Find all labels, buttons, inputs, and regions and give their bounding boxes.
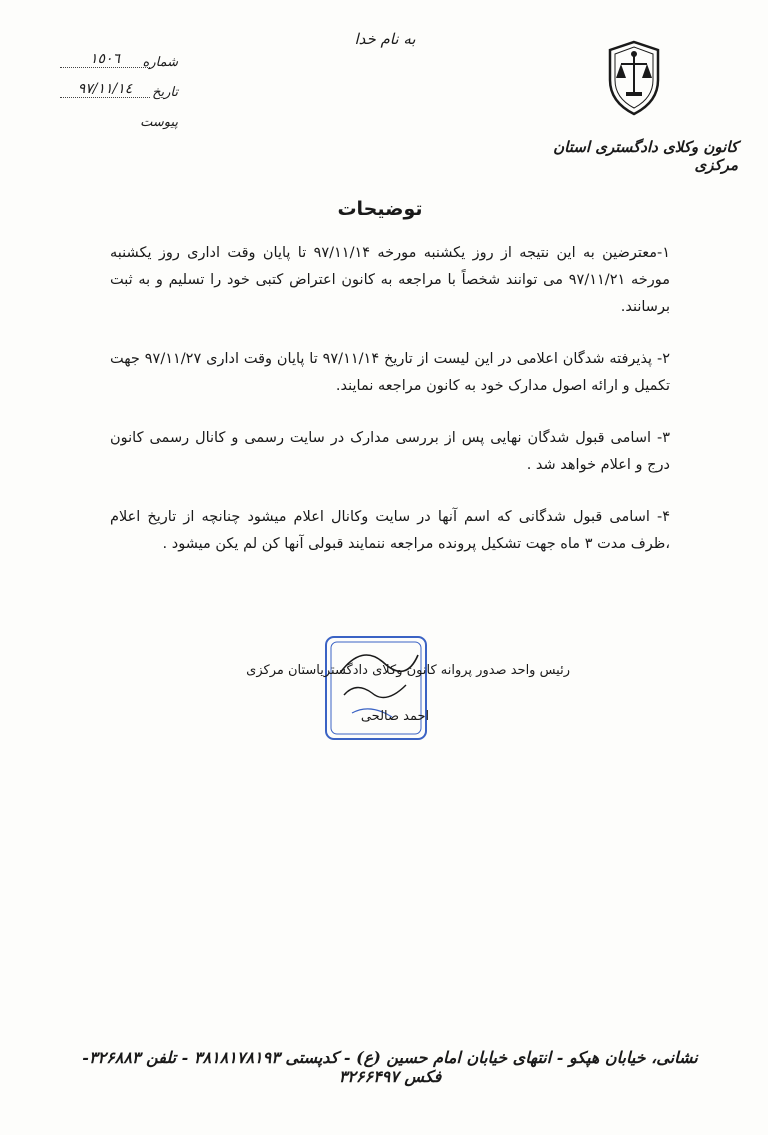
letter-meta [40, 51, 180, 145]
letter-attachment-row [40, 115, 180, 145]
letter-date-value: ٩٧/١١/١٤ [60, 81, 150, 98]
letter-attachment-label: پیوست [140, 115, 178, 130]
letter-number-label: شماره [142, 55, 178, 70]
paragraph-3: ۳- اسامی قبول شدگان نهایی پس از بررسی مدارک در سایت رسمی و کانال رسمی کانون درج و اعلام خواهد شد . [110, 430, 670, 473]
footer-address: نشانی، خیابان هپکو - انتهای خیابان امام حسین (ع) - کدپستی ۳۸۱۸۱۷۸۱۹۳ - تلفن ۳۲۶۸۸۳- فکس ۳۲۶۶۴۹۷ [82, 1048, 698, 1086]
scales-of-justice-emblem-icon [604, 40, 664, 116]
paragraph-4: ۴- اسامی قبول شدگانی که اسم آنها در سایت وکانال اعلام میشود چنانچه از تاریخ اعلام ،ظرف مدت ۳ ماه جهت تشکیل پرونده مراجعه ننمایند قبولی آنها کن لم یکن میشود . [110, 509, 670, 552]
paragraph-1: ۱-معترضین به این نتیجه از روز یکشنبه مورخه ۹۷/۱۱/۱۴ تا پایان وقت اداری روز یکشنبه مورخه ۹۷/۱۱/۲۱ می توانند شخصاً با مراجعه به کانون اعتراض کتبی خود را تسلیم و به ثبت برسانند. [110, 245, 670, 315]
letter-date-row [40, 81, 180, 115]
signature-block [200, 625, 580, 755]
page-title: توضیحات [337, 198, 423, 220]
signatory-name: احمد صالحی [360, 709, 430, 724]
letter-body [110, 240, 670, 583]
letter-number-value: ١٥٠٦ [60, 51, 150, 68]
letter-date-label: تاریخ [152, 85, 178, 100]
organization-name: کانون وکلای دادگستری استان مرکزی [553, 138, 738, 174]
bismillah-heading: به نام خدا [354, 30, 416, 48]
paragraph-2: ۲- پذیرفته شدگان اعلامی در این لیست از تاریخ ۹۷/۱۱/۱۴ تا پایان وقت اداری ۹۷/۱۱/۲۷ جهت تکمیل و ارائه اصول مدارک خود به کانون مراجعه نمایند. [110, 351, 670, 394]
signatory-role: رئیس واحد صدور پروانه کانون وکلای دادگستریاستان مرکزی [246, 663, 570, 678]
official-stamp-icon [322, 633, 430, 743]
